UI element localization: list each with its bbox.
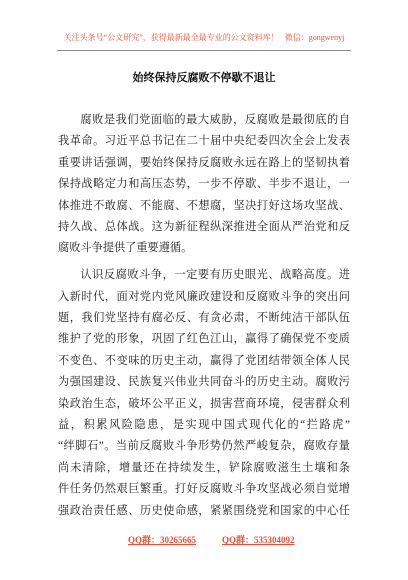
text-line: “绊脚石”。当前反腐败斗争形势仍然严峻复杂，腐败存量 [58,440,350,453]
text-line: 认识反腐败斗争，一定要有历史眼光、战略高度。进 [80,269,350,282]
text-line: 强政治责任感、历史使命感，紧紧围绕党和国家的中心任 [58,504,350,517]
header-divider [57,50,351,51]
paragraph [58,110,350,260]
footer-qq-group-1: QQ群：30265665 [128,535,197,545]
page-footer [128,534,295,547]
header-wechat-text: 微信：gongwenyj [284,33,345,42]
text-line: 尚未清除，增量还在持续发生，铲除腐败滋生土壤和条 [58,461,350,474]
text-line: 我革命。习近平总书记在二十届中央纪委四次全会上发表 [58,135,350,148]
text-line: 保持战略定力和高压态势，一步不停歇、半步不退让，一 [58,178,350,191]
paragraph [58,265,350,522]
text-line: 染政治生态，破坏公平正义，损害营商环境，侵害群众利 [58,397,350,410]
text-line: 题，我们党坚持有腐必反、有贪必肃，不断纯洁干部队伍 [58,312,350,325]
text-line: 重要讲话强调，要始终保持反腐败永远在路上的坚韧执着 [58,156,350,169]
header-promo-text: 关注头条号“公文研究”，获得最新最全最专业的公文资料库！ [63,33,279,42]
text-line: 不变色、不变味的历史主动，赢得了党团结带领全体人民 [58,354,350,367]
text-line: 益，积累风险隐患，是实现中国式现代化的“拦路虎” [58,418,350,431]
header-banner [0,32,408,44]
text-line: 为强国建设、民族复兴伟业共同奋斗的历史主动。腐败污 [58,376,350,389]
document-title: 始终保持反腐败不停歇不退让 [132,72,276,84]
footer-qq-group-2: QQ群：535304092 [222,535,295,545]
text-line: 件任务仍然艰巨繁重。打好反腐败斗争攻坚战必须自觉增 [58,483,350,496]
text-line: 腐败斗争提供了重要遵循。 [58,242,193,255]
text-line: 入新时代，面对党内党风廉政建设和反腐败斗争的突出问 [58,290,350,303]
text-line: 维护了党的形象，巩固了红色江山，赢得了确保党不变质 [58,333,350,346]
document-body [58,110,350,522]
text-line: 持久战、总体战。这为新征程纵深推进全面从严治党和反 [58,220,350,233]
text-line: 腐败是我们党面临的最大威胁，反腐败是最彻底的自 [80,114,350,126]
text-line: 体推进不敢腐、不能腐、不想腐，坚决打好这场攻坚战、 [58,199,350,212]
